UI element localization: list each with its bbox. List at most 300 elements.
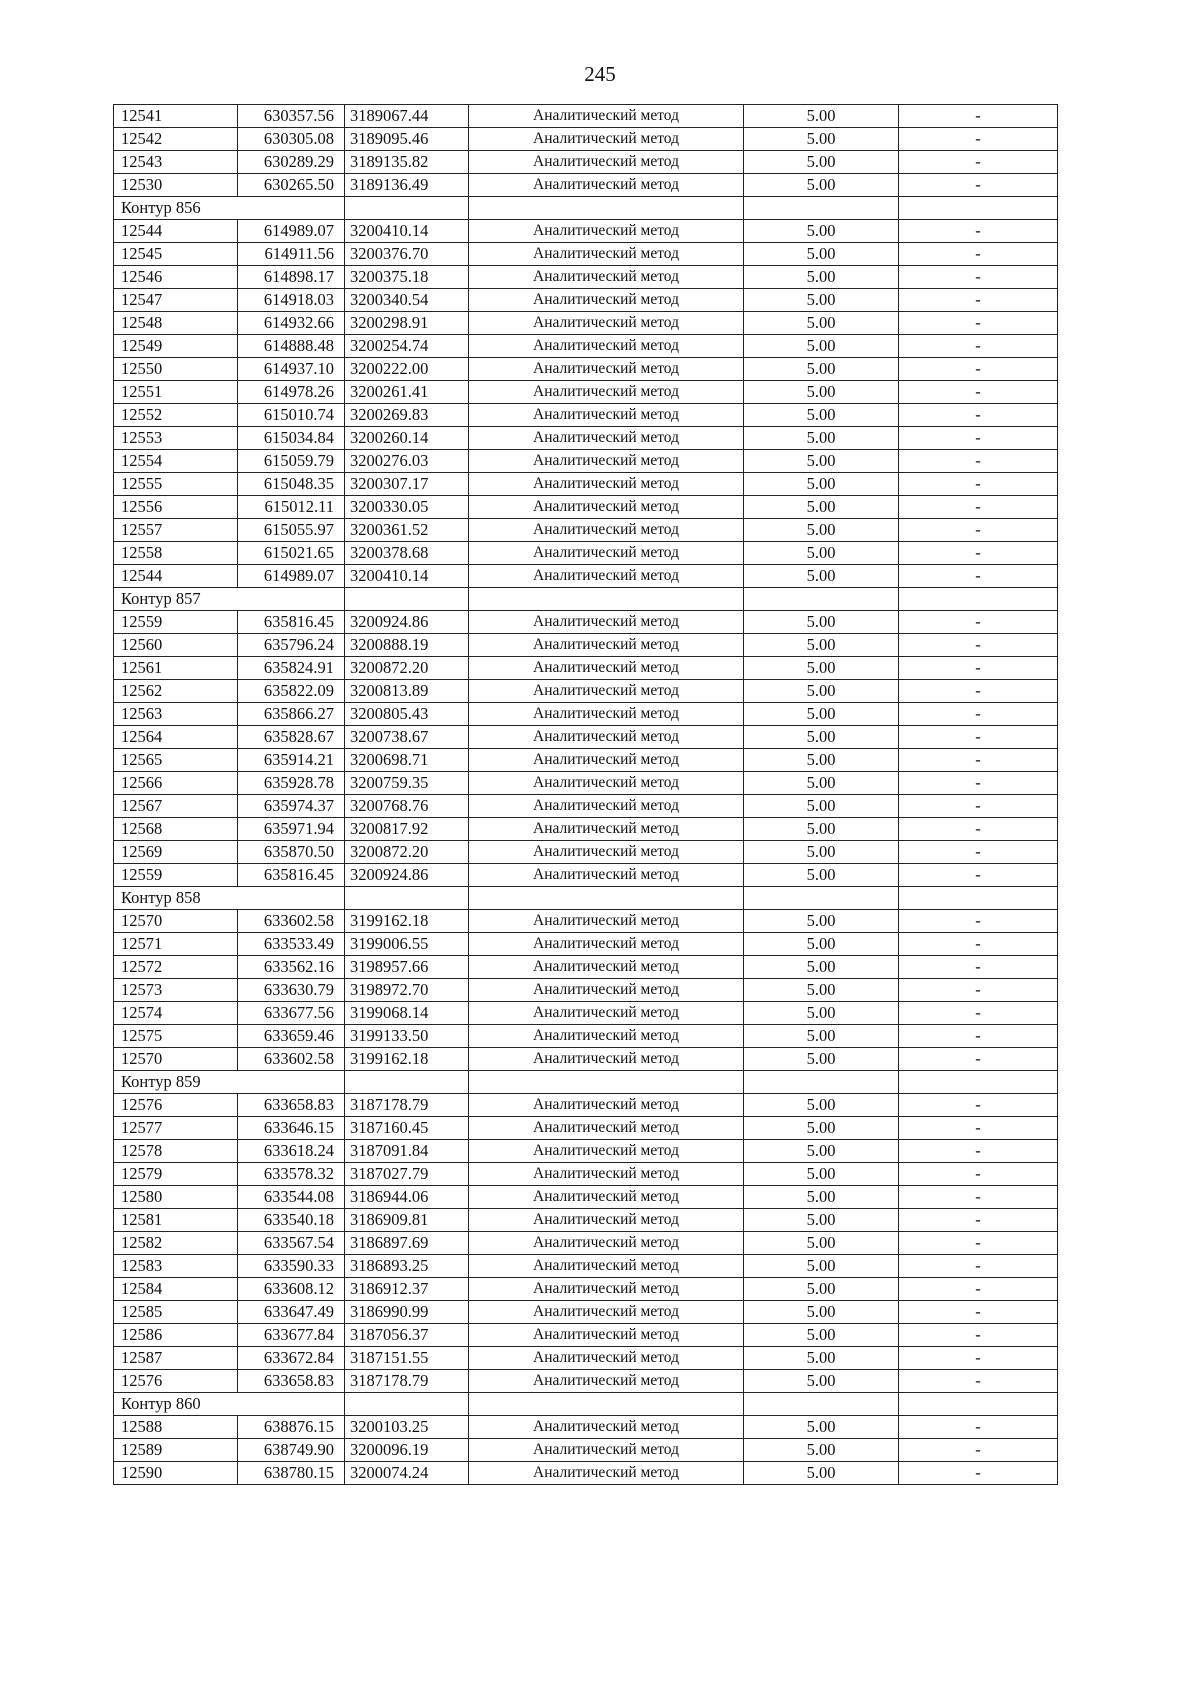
empty-cell (744, 1393, 899, 1416)
empty-cell (469, 197, 744, 220)
y-coordinate-cell: 3187151.55 (345, 1347, 469, 1370)
y-coordinate-cell: 3200361.52 (345, 519, 469, 542)
description-cell: - (899, 289, 1058, 312)
accuracy-cell: 5.00 (744, 841, 899, 864)
y-coordinate-cell: 3198972.70 (345, 979, 469, 1002)
x-coordinate-cell: 615059.79 (238, 450, 345, 473)
y-coordinate-cell: 3186909.81 (345, 1209, 469, 1232)
table-row (114, 956, 1058, 979)
x-coordinate-cell: 615048.35 (238, 473, 345, 496)
accuracy-cell: 5.00 (744, 496, 899, 519)
accuracy-cell: 5.00 (744, 565, 899, 588)
point-number-cell: 12562 (114, 680, 238, 703)
description-cell: - (899, 1209, 1058, 1232)
method-cell: Аналитический метод (469, 795, 744, 818)
description-cell: - (899, 1186, 1058, 1209)
point-number-cell: 12546 (114, 266, 238, 289)
y-coordinate-cell: 3186944.06 (345, 1186, 469, 1209)
table-row (114, 1416, 1058, 1439)
description-cell: - (899, 105, 1058, 128)
method-cell: Аналитический метод (469, 749, 744, 772)
point-number-cell: 12541 (114, 105, 238, 128)
table-row (114, 1278, 1058, 1301)
accuracy-cell: 5.00 (744, 933, 899, 956)
y-coordinate-cell: 3200817.92 (345, 818, 469, 841)
table-row (114, 841, 1058, 864)
accuracy-cell: 5.00 (744, 312, 899, 335)
accuracy-cell: 5.00 (744, 1163, 899, 1186)
x-coordinate-cell: 633672.84 (238, 1347, 345, 1370)
description-cell: - (899, 979, 1058, 1002)
method-cell: Аналитический метод (469, 1094, 744, 1117)
y-coordinate-cell: 3186893.25 (345, 1255, 469, 1278)
accuracy-cell: 5.00 (744, 427, 899, 450)
y-coordinate-cell: 3186912.37 (345, 1278, 469, 1301)
y-coordinate-cell: 3199133.50 (345, 1025, 469, 1048)
description-cell: - (899, 749, 1058, 772)
point-number-cell: 12577 (114, 1117, 238, 1140)
point-number-cell: 12555 (114, 473, 238, 496)
description-cell: - (899, 243, 1058, 266)
accuracy-cell: 5.00 (744, 289, 899, 312)
description-cell: - (899, 634, 1058, 657)
method-cell: Аналитический метод (469, 427, 744, 450)
point-number-cell: 12569 (114, 841, 238, 864)
x-coordinate-cell: 614898.17 (238, 266, 345, 289)
x-coordinate-cell: 633658.83 (238, 1370, 345, 1393)
y-coordinate-cell: 3189095.46 (345, 128, 469, 151)
description-cell: - (899, 1439, 1058, 1462)
accuracy-cell: 5.00 (744, 956, 899, 979)
accuracy-cell: 5.00 (744, 1186, 899, 1209)
point-number-cell: 12571 (114, 933, 238, 956)
accuracy-cell: 5.00 (744, 864, 899, 887)
point-number-cell: 12544 (114, 565, 238, 588)
table-row (114, 220, 1058, 243)
contour-label: Контур 856 (114, 197, 345, 220)
method-cell: Аналитический метод (469, 312, 744, 335)
accuracy-cell: 5.00 (744, 1209, 899, 1232)
point-number-cell: 12574 (114, 1002, 238, 1025)
description-cell: - (899, 772, 1058, 795)
accuracy-cell: 5.00 (744, 519, 899, 542)
method-cell: Аналитический метод (469, 611, 744, 634)
accuracy-cell: 5.00 (744, 335, 899, 358)
description-cell: - (899, 1002, 1058, 1025)
x-coordinate-cell: 633540.18 (238, 1209, 345, 1232)
table-row (114, 335, 1058, 358)
x-coordinate-cell: 633677.84 (238, 1324, 345, 1347)
accuracy-cell: 5.00 (744, 266, 899, 289)
description-cell: - (899, 910, 1058, 933)
x-coordinate-cell: 630357.56 (238, 105, 345, 128)
accuracy-cell: 5.00 (744, 1002, 899, 1025)
accuracy-cell: 5.00 (744, 1439, 899, 1462)
method-cell: Аналитический метод (469, 151, 744, 174)
point-number-cell: 12554 (114, 450, 238, 473)
description-cell: - (899, 1462, 1058, 1485)
table-row (114, 1324, 1058, 1347)
y-coordinate-cell: 3200074.24 (345, 1462, 469, 1485)
table-row (114, 519, 1058, 542)
method-cell: Аналитический метод (469, 772, 744, 795)
empty-cell (744, 197, 899, 220)
method-cell: Аналитический метод (469, 381, 744, 404)
point-number-cell: 12548 (114, 312, 238, 335)
x-coordinate-cell: 633544.08 (238, 1186, 345, 1209)
method-cell: Аналитический метод (469, 634, 744, 657)
y-coordinate-cell: 3200103.25 (345, 1416, 469, 1439)
accuracy-cell: 5.00 (744, 1255, 899, 1278)
table-row (114, 772, 1058, 795)
x-coordinate-cell: 633658.83 (238, 1094, 345, 1117)
empty-cell (469, 887, 744, 910)
point-number-cell: 12559 (114, 611, 238, 634)
point-number-cell: 12585 (114, 1301, 238, 1324)
description-cell: - (899, 542, 1058, 565)
x-coordinate-cell: 638780.15 (238, 1462, 345, 1485)
point-number-cell: 12568 (114, 818, 238, 841)
method-cell: Аналитический метод (469, 1232, 744, 1255)
y-coordinate-cell: 3200872.20 (345, 841, 469, 864)
description-cell: - (899, 956, 1058, 979)
description-cell: - (899, 1324, 1058, 1347)
method-cell: Аналитический метод (469, 289, 744, 312)
point-number-cell: 12579 (114, 1163, 238, 1186)
point-number-cell: 12552 (114, 404, 238, 427)
accuracy-cell: 5.00 (744, 979, 899, 1002)
method-cell: Аналитический метод (469, 818, 744, 841)
x-coordinate-cell: 614937.10 (238, 358, 345, 381)
x-coordinate-cell: 635796.24 (238, 634, 345, 657)
point-number-cell: 12561 (114, 657, 238, 680)
y-coordinate-cell: 3200307.17 (345, 473, 469, 496)
point-number-cell: 12551 (114, 381, 238, 404)
method-cell: Аналитический метод (469, 726, 744, 749)
x-coordinate-cell: 614989.07 (238, 565, 345, 588)
x-coordinate-cell: 633618.24 (238, 1140, 345, 1163)
table-row (114, 634, 1058, 657)
table-row (114, 726, 1058, 749)
description-cell: - (899, 1140, 1058, 1163)
contour-header-row (114, 1071, 1058, 1094)
table-row (114, 1186, 1058, 1209)
point-number-cell: 12530 (114, 174, 238, 197)
x-coordinate-cell: 630265.50 (238, 174, 345, 197)
accuracy-cell: 5.00 (744, 657, 899, 680)
description-cell: - (899, 1347, 1058, 1370)
x-coordinate-cell: 633608.12 (238, 1278, 345, 1301)
page-number: 245 (584, 62, 616, 86)
table-row (114, 289, 1058, 312)
point-number-cell: 12584 (114, 1278, 238, 1301)
description-cell: - (899, 818, 1058, 841)
table-row (114, 611, 1058, 634)
table-row (114, 703, 1058, 726)
empty-cell (345, 1071, 469, 1094)
table-row (114, 933, 1058, 956)
table-row (114, 1255, 1058, 1278)
point-number-cell: 12549 (114, 335, 238, 358)
method-cell: Аналитический метод (469, 1347, 744, 1370)
point-number-cell: 12580 (114, 1186, 238, 1209)
x-coordinate-cell: 630289.29 (238, 151, 345, 174)
table-row (114, 450, 1058, 473)
description-cell: - (899, 174, 1058, 197)
empty-cell (899, 887, 1058, 910)
description-cell: - (899, 1163, 1058, 1186)
x-coordinate-cell: 635824.91 (238, 657, 345, 680)
accuracy-cell: 5.00 (744, 473, 899, 496)
empty-cell (899, 588, 1058, 611)
y-coordinate-cell: 3200698.71 (345, 749, 469, 772)
table-row (114, 1117, 1058, 1140)
y-coordinate-cell: 3200330.05 (345, 496, 469, 519)
empty-cell (899, 1393, 1058, 1416)
accuracy-cell: 5.00 (744, 726, 899, 749)
x-coordinate-cell: 614911.56 (238, 243, 345, 266)
empty-cell (345, 197, 469, 220)
description-cell: - (899, 335, 1058, 358)
y-coordinate-cell: 3200410.14 (345, 220, 469, 243)
coordinates-table-body (114, 105, 1058, 1485)
accuracy-cell: 5.00 (744, 910, 899, 933)
table-row (114, 565, 1058, 588)
method-cell: Аналитический метод (469, 496, 744, 519)
accuracy-cell: 5.00 (744, 634, 899, 657)
table-row (114, 404, 1058, 427)
y-coordinate-cell: 3200261.41 (345, 381, 469, 404)
accuracy-cell: 5.00 (744, 151, 899, 174)
y-coordinate-cell: 3200805.43 (345, 703, 469, 726)
accuracy-cell: 5.00 (744, 1278, 899, 1301)
description-cell: - (899, 841, 1058, 864)
accuracy-cell: 5.00 (744, 611, 899, 634)
point-number-cell: 12582 (114, 1232, 238, 1255)
method-cell: Аналитический метод (469, 473, 744, 496)
description-cell: - (899, 358, 1058, 381)
accuracy-cell: 5.00 (744, 1416, 899, 1439)
table-row (114, 105, 1058, 128)
accuracy-cell: 5.00 (744, 404, 899, 427)
method-cell: Аналитический метод (469, 1140, 744, 1163)
description-cell: - (899, 128, 1058, 151)
x-coordinate-cell: 635914.21 (238, 749, 345, 772)
description-cell: - (899, 404, 1058, 427)
point-number-cell: 12570 (114, 910, 238, 933)
accuracy-cell: 5.00 (744, 1370, 899, 1393)
description-cell: - (899, 864, 1058, 887)
method-cell: Аналитический метод (469, 1462, 744, 1485)
y-coordinate-cell: 3200768.76 (345, 795, 469, 818)
point-number-cell: 12550 (114, 358, 238, 381)
table-row (114, 1232, 1058, 1255)
table-row (114, 979, 1058, 1002)
y-coordinate-cell: 3187091.84 (345, 1140, 469, 1163)
method-cell: Аналитический метод (469, 1002, 744, 1025)
y-coordinate-cell: 3187178.79 (345, 1094, 469, 1117)
point-number-cell: 12572 (114, 956, 238, 979)
table-row (114, 1094, 1058, 1117)
table-row (114, 1462, 1058, 1485)
x-coordinate-cell: 615034.84 (238, 427, 345, 450)
x-coordinate-cell: 635822.09 (238, 680, 345, 703)
table-row (114, 795, 1058, 818)
point-number-cell: 12564 (114, 726, 238, 749)
x-coordinate-cell: 614888.48 (238, 335, 345, 358)
x-coordinate-cell: 638876.15 (238, 1416, 345, 1439)
method-cell: Аналитический метод (469, 174, 744, 197)
accuracy-cell: 5.00 (744, 680, 899, 703)
point-number-cell: 12567 (114, 795, 238, 818)
x-coordinate-cell: 635828.67 (238, 726, 345, 749)
table-row (114, 818, 1058, 841)
accuracy-cell: 5.00 (744, 381, 899, 404)
table-row (114, 1370, 1058, 1393)
contour-header-row (114, 1393, 1058, 1416)
y-coordinate-cell: 3200888.19 (345, 634, 469, 657)
method-cell: Аналитический метод (469, 864, 744, 887)
description-cell: - (899, 427, 1058, 450)
method-cell: Аналитический метод (469, 105, 744, 128)
accuracy-cell: 5.00 (744, 105, 899, 128)
table-row (114, 864, 1058, 887)
description-cell: - (899, 381, 1058, 404)
point-number-cell: 12557 (114, 519, 238, 542)
y-coordinate-cell: 3187178.79 (345, 1370, 469, 1393)
x-coordinate-cell: 633647.49 (238, 1301, 345, 1324)
table-row (114, 243, 1058, 266)
table-row (114, 151, 1058, 174)
contour-label: Контур 859 (114, 1071, 345, 1094)
y-coordinate-cell: 3189067.44 (345, 105, 469, 128)
description-cell: - (899, 151, 1058, 174)
description-cell: - (899, 450, 1058, 473)
table-row (114, 1002, 1058, 1025)
accuracy-cell: 5.00 (744, 1140, 899, 1163)
table-row (114, 910, 1058, 933)
description-cell: - (899, 1048, 1058, 1071)
x-coordinate-cell: 615055.97 (238, 519, 345, 542)
x-coordinate-cell: 638749.90 (238, 1439, 345, 1462)
accuracy-cell: 5.00 (744, 749, 899, 772)
method-cell: Аналитический метод (469, 220, 744, 243)
description-cell: - (899, 611, 1058, 634)
table-row (114, 1209, 1058, 1232)
point-number-cell: 12589 (114, 1439, 238, 1462)
description-cell: - (899, 726, 1058, 749)
point-number-cell: 12578 (114, 1140, 238, 1163)
x-coordinate-cell: 615021.65 (238, 542, 345, 565)
x-coordinate-cell: 635971.94 (238, 818, 345, 841)
y-coordinate-cell: 3200378.68 (345, 542, 469, 565)
y-coordinate-cell: 3199162.18 (345, 910, 469, 933)
accuracy-cell: 5.00 (744, 358, 899, 381)
table-row (114, 1048, 1058, 1071)
point-number-cell: 12542 (114, 128, 238, 151)
x-coordinate-cell: 633567.54 (238, 1232, 345, 1255)
accuracy-cell: 5.00 (744, 128, 899, 151)
accuracy-cell: 5.00 (744, 1117, 899, 1140)
description-cell: - (899, 1416, 1058, 1439)
point-number-cell: 12581 (114, 1209, 238, 1232)
method-cell: Аналитический метод (469, 680, 744, 703)
x-coordinate-cell: 633602.58 (238, 910, 345, 933)
y-coordinate-cell: 3187160.45 (345, 1117, 469, 1140)
method-cell: Аналитический метод (469, 1025, 744, 1048)
y-coordinate-cell: 3187027.79 (345, 1163, 469, 1186)
y-coordinate-cell: 3200254.74 (345, 335, 469, 358)
description-cell: - (899, 519, 1058, 542)
method-cell: Аналитический метод (469, 841, 744, 864)
method-cell: Аналитический метод (469, 565, 744, 588)
table-row (114, 657, 1058, 680)
accuracy-cell: 5.00 (744, 795, 899, 818)
method-cell: Аналитический метод (469, 1186, 744, 1209)
empty-cell (899, 197, 1058, 220)
description-cell: - (899, 1117, 1058, 1140)
table-row (114, 680, 1058, 703)
y-coordinate-cell: 3200410.14 (345, 565, 469, 588)
method-cell: Аналитический метод (469, 1209, 744, 1232)
accuracy-cell: 5.00 (744, 1048, 899, 1071)
y-coordinate-cell: 3189136.49 (345, 174, 469, 197)
method-cell: Аналитический метод (469, 1255, 744, 1278)
y-coordinate-cell: 3200298.91 (345, 312, 469, 335)
contour-header-row (114, 197, 1058, 220)
accuracy-cell: 5.00 (744, 772, 899, 795)
empty-cell (345, 588, 469, 611)
contour-header-row (114, 887, 1058, 910)
table-row (114, 312, 1058, 335)
point-number-cell: 12565 (114, 749, 238, 772)
method-cell: Аналитический метод (469, 542, 744, 565)
point-number-cell: 12545 (114, 243, 238, 266)
point-number-cell: 12575 (114, 1025, 238, 1048)
accuracy-cell: 5.00 (744, 1462, 899, 1485)
description-cell: - (899, 1370, 1058, 1393)
method-cell: Аналитический метод (469, 1163, 744, 1186)
x-coordinate-cell: 633602.58 (238, 1048, 345, 1071)
point-number-cell: 12573 (114, 979, 238, 1002)
x-coordinate-cell: 635816.45 (238, 864, 345, 887)
x-coordinate-cell: 614918.03 (238, 289, 345, 312)
x-coordinate-cell: 614932.66 (238, 312, 345, 335)
point-number-cell: 12566 (114, 772, 238, 795)
y-coordinate-cell: 3200340.54 (345, 289, 469, 312)
x-coordinate-cell: 615010.74 (238, 404, 345, 427)
description-cell: - (899, 496, 1058, 519)
empty-cell (744, 887, 899, 910)
accuracy-cell: 5.00 (744, 1301, 899, 1324)
description-cell: - (899, 1301, 1058, 1324)
empty-cell (345, 1393, 469, 1416)
point-number-cell: 12576 (114, 1370, 238, 1393)
empty-cell (744, 1071, 899, 1094)
table-row (114, 358, 1058, 381)
method-cell: Аналитический метод (469, 1278, 744, 1301)
empty-cell (469, 1071, 744, 1094)
description-cell: - (899, 703, 1058, 726)
point-number-cell: 12576 (114, 1094, 238, 1117)
description-cell: - (899, 1278, 1058, 1301)
accuracy-cell: 5.00 (744, 243, 899, 266)
point-number-cell: 12563 (114, 703, 238, 726)
point-number-cell: 12570 (114, 1048, 238, 1071)
description-cell: - (899, 565, 1058, 588)
description-cell: - (899, 795, 1058, 818)
x-coordinate-cell: 633659.46 (238, 1025, 345, 1048)
